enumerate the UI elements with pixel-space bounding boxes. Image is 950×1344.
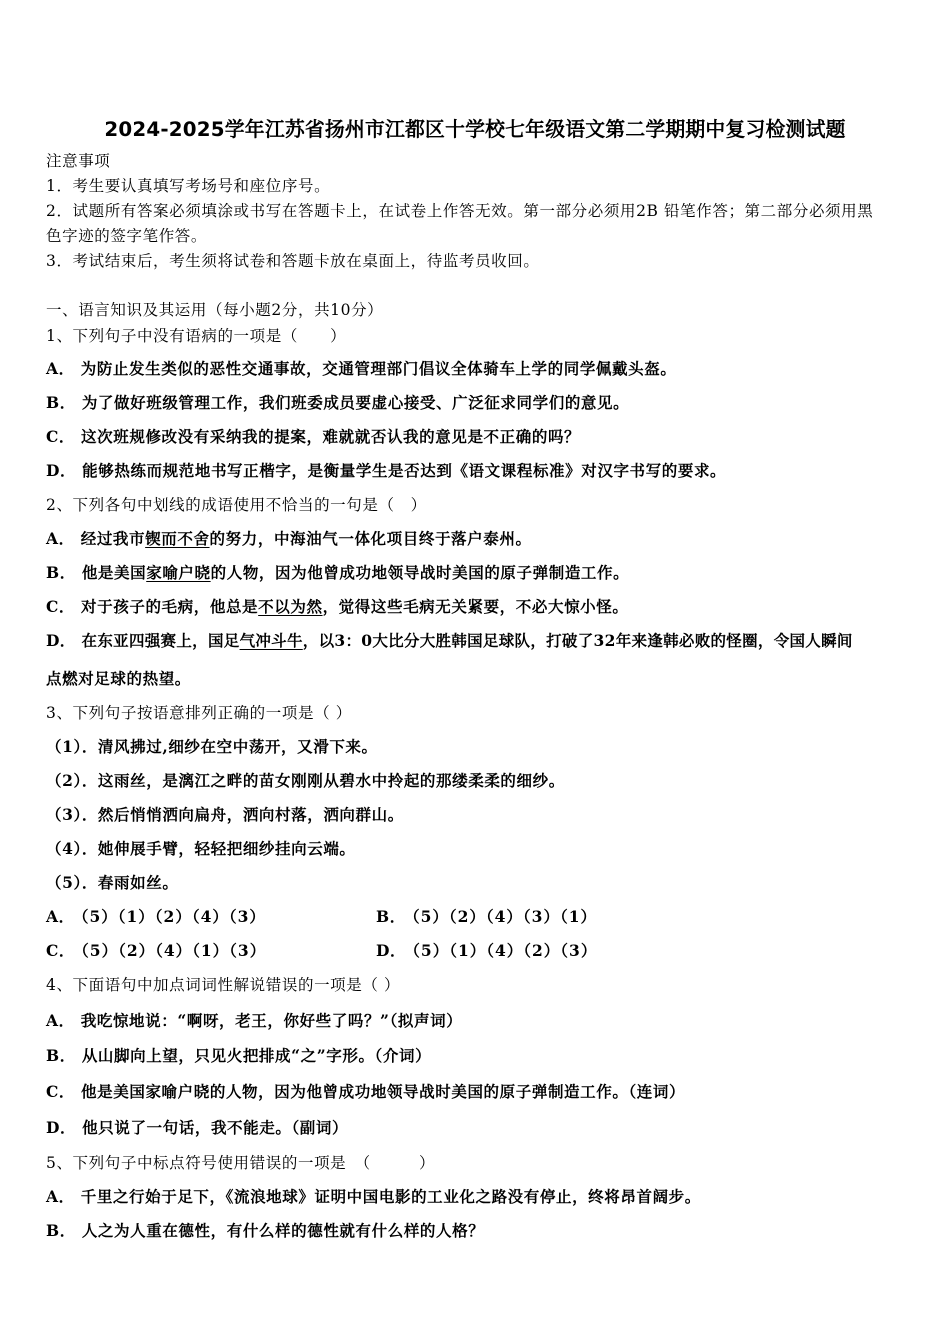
section-heading: 一、语言知识及其运用（每小题2分，共10分） bbox=[46, 301, 384, 319]
option-label: B． bbox=[46, 563, 76, 582]
sentence-2: （2）．这雨丝，是漓江之畔的苗女刚刚从碧水中拎起的那缕柔柔的细纱。 bbox=[46, 771, 565, 790]
page-title: 2024-2025学年江苏省扬州市江都区十学校七年级语文第二学期期中复习检测试题 bbox=[104, 118, 846, 141]
option-text: 他只说了一句话，我不能走。（副词） bbox=[82, 1118, 349, 1137]
question-2-option-b bbox=[46, 563, 629, 583]
option-text: 为了做好班级管理工作，我们班委成员要虚心接受、广泛征求同学们的意见。 bbox=[81, 393, 630, 412]
option-text: （5）（2）（4）（1）（3） bbox=[81, 941, 267, 960]
option-text: （5）（1）（4）（2）（3） bbox=[412, 941, 598, 960]
question-1-option-b bbox=[46, 393, 629, 413]
option-text: （5）（1）（2）（4）（3） bbox=[80, 907, 266, 926]
question-5-stem: 5、下列句子中标点符号使用错误的一项是 （ ） bbox=[46, 1154, 436, 1172]
option-label: A． bbox=[46, 359, 75, 378]
question-2-option-d bbox=[46, 631, 853, 651]
option-label: A． bbox=[46, 907, 75, 926]
question-2-option-a bbox=[46, 529, 532, 549]
question-1-option-c bbox=[46, 427, 580, 447]
option-label: B． bbox=[46, 393, 76, 412]
question-5-option-a bbox=[46, 1187, 701, 1207]
underlined-idiom: 气冲斗牛 bbox=[239, 631, 303, 650]
question-1-option-d bbox=[46, 461, 726, 481]
option-text: 他是美国 bbox=[81, 563, 147, 582]
option-text: 从山脚向上望，只见火把排成“之”字形。（介词） bbox=[81, 1046, 432, 1065]
question-4-option-b bbox=[46, 1046, 431, 1066]
option-text: （5）（2）（4）（3）（1） bbox=[411, 907, 597, 926]
question-4-option-d bbox=[46, 1118, 348, 1138]
notice-item-1: 1．考生要认真填写考场号和座位序号。 bbox=[46, 177, 331, 195]
option-label: C． bbox=[46, 1082, 76, 1101]
option-label: B． bbox=[376, 907, 406, 926]
question-3-option-a bbox=[46, 907, 266, 927]
question-1-option-a bbox=[46, 359, 676, 379]
option-text: 我吃惊地说：“啊呀，老王，你好些了吗？”（拟声词） bbox=[80, 1011, 463, 1030]
option-label: A． bbox=[46, 1187, 75, 1206]
question-5-option-b bbox=[46, 1221, 484, 1241]
sentence-4: （4）．她伸展手臂，轻轻把细纱挂向云端。 bbox=[46, 839, 356, 858]
question-3-option-b bbox=[376, 907, 597, 927]
option-label: A． bbox=[46, 1011, 75, 1030]
option-text: ，觉得这些毛病无关紧要，不必大惊小怪。 bbox=[322, 597, 629, 616]
sentence-1: （1）．清风拂过,细纱在空中荡开，又滑下来。 bbox=[46, 737, 378, 756]
option-text: 能够热练而规范地书写正楷字，是衡量学生是否达到《语文课程标准》对汉字书写的要求。 bbox=[82, 461, 727, 480]
option-text: 的努力，中海油气一体化项目终于落户泰州。 bbox=[209, 529, 532, 548]
question-4-option-c bbox=[46, 1082, 685, 1102]
option-text: 对于孩子的毛病，他总是 bbox=[81, 597, 259, 616]
option-label: D． bbox=[376, 941, 407, 960]
option-text: 人之为人重在德性，有什么样的德性就有什么样的人格？ bbox=[81, 1221, 485, 1240]
option-label: D． bbox=[46, 461, 77, 480]
question-2-option-d-cont bbox=[46, 669, 191, 689]
underlined-idiom: 不以为然 bbox=[258, 597, 323, 616]
option-label: A． bbox=[46, 529, 75, 548]
question-3-option-c bbox=[46, 941, 266, 961]
question-3-option-d bbox=[376, 941, 597, 961]
option-label: C． bbox=[46, 941, 76, 960]
question-3-stem: 3、下列句子按语意排列正确的一项是（ ） bbox=[46, 704, 352, 722]
option-label: B． bbox=[46, 1221, 76, 1240]
option-text: 他是美国家喻户晓的人物，因为他曾成功地领导战时美国的原子弹制造工作。（连词） bbox=[81, 1082, 686, 1101]
option-text: ，以3：0大比分大胜韩国足球队，打破了32年来逢韩必败的怪圈，令国人瞬间 bbox=[302, 631, 853, 650]
sentence-3: （3）．然后悄悄洒向扁舟，洒向村落，洒向群山。 bbox=[46, 805, 404, 824]
option-text: 为防止发生类似的恶性交通事故，交通管理部门倡议全体骑车上学的同学佩戴头盔。 bbox=[80, 359, 677, 378]
option-text: 点燃对足球的热望。 bbox=[46, 669, 191, 688]
notice-item-3: 3．考试结束后，考生须将试卷和答题卡放在桌面上，待监考员收回。 bbox=[46, 252, 540, 270]
question-2-option-c bbox=[46, 597, 628, 617]
option-label: C． bbox=[46, 597, 76, 616]
sentence-5: （5）．春雨如丝。 bbox=[46, 873, 179, 892]
option-text: 的人物，因为他曾成功地领导战时美国的原子弹制造工作。 bbox=[210, 563, 630, 582]
option-label: D． bbox=[46, 631, 76, 650]
question-1-stem: 1、下列句子中没有语病的一项是（ ） bbox=[46, 327, 347, 345]
underlined-idiom: 家喻户晓 bbox=[146, 563, 211, 582]
question-2-stem: 2、下列各句中划线的成语使用不恰当的一句是（ ） bbox=[46, 496, 427, 514]
option-label: B． bbox=[46, 1046, 76, 1065]
notice-item-2-cont: 色字迹的签字笔作答。 bbox=[46, 227, 208, 245]
option-text: 在东亚四强赛上，国足 bbox=[81, 631, 240, 650]
option-label: D． bbox=[46, 1118, 77, 1137]
option-text: 千里之行始于足下，《流浪地球》证明中国电影的工业化之路没有停止，终将昂首阔步。 bbox=[80, 1187, 701, 1206]
option-label: C． bbox=[46, 427, 76, 446]
question-4-option-a bbox=[46, 1011, 462, 1031]
notice-item-2: 2．试题所有答案必须填涂或书写在答题卡上，在试卷上作答无效。第一部分必须用2B 铅笔作答；第二部分必须用黑 bbox=[46, 202, 874, 220]
underlined-idiom: 锲而不舍 bbox=[145, 529, 210, 548]
option-text: 这次班规修改没有采纳我的提案，难就就否认我的意见是不正确的吗？ bbox=[81, 427, 581, 446]
notice-heading: 注意事项 bbox=[46, 152, 111, 170]
question-4-stem: 4、下面语句中加点词词性解说错误的一项是（ ） bbox=[46, 976, 401, 994]
option-text: 经过我市 bbox=[80, 529, 146, 548]
